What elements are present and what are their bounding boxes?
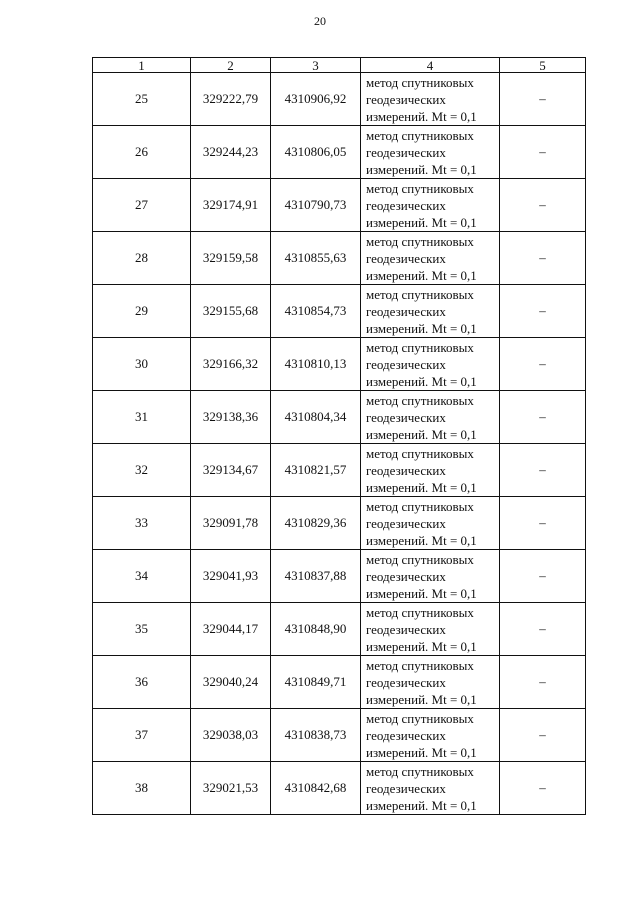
coordinate-y-cell: 4310810,13	[271, 338, 361, 391]
table-body	[93, 73, 586, 815]
method-cell	[361, 444, 500, 497]
method-line: измерений. Mt = 0,1	[366, 426, 477, 442]
table-row	[93, 338, 586, 391]
method-line: геодезических	[366, 780, 446, 796]
page-number: 20	[314, 14, 326, 28]
coordinate-x-cell: 329155,68	[191, 285, 271, 338]
header-col-1: 1	[93, 58, 191, 73]
method-line: измерений. Mt = 0,1	[366, 797, 477, 813]
note-cell: –	[500, 285, 586, 338]
note-cell: –	[500, 232, 586, 285]
method-line: измерений. Mt = 0,1	[366, 161, 477, 177]
method-line: измерений. Mt = 0,1	[366, 214, 477, 230]
method-line: геодезических	[366, 568, 446, 584]
note-cell: –	[500, 709, 586, 762]
coordinate-x-cell: 329134,67	[191, 444, 271, 497]
coordinate-x-cell: 329044,17	[191, 603, 271, 656]
point-number-cell: 31	[93, 391, 191, 444]
point-number-cell: 28	[93, 232, 191, 285]
header-col-4: 4	[361, 58, 500, 73]
method-line: геодезических	[366, 144, 446, 160]
coordinate-y-cell: 4310842,68	[271, 762, 361, 815]
coordinate-y-cell: 4310806,05	[271, 126, 361, 179]
method-line: геодезических	[366, 462, 446, 478]
method-line: измерений. Mt = 0,1	[366, 267, 477, 283]
method-cell	[361, 232, 500, 285]
note-cell: –	[500, 656, 586, 709]
coordinate-x-cell: 329244,23	[191, 126, 271, 179]
coordinate-x-cell: 329038,03	[191, 709, 271, 762]
coordinate-y-cell: 4310790,73	[271, 179, 361, 232]
method-line: метод спутниковых	[366, 233, 474, 249]
point-number-cell: 26	[93, 126, 191, 179]
method-line: метод спутниковых	[366, 551, 474, 567]
point-number-cell: 38	[93, 762, 191, 815]
point-number-cell: 32	[93, 444, 191, 497]
coordinate-x-cell: 329174,91	[191, 179, 271, 232]
header-col-2: 2	[191, 58, 271, 73]
note-cell: –	[500, 179, 586, 232]
coordinate-y-cell: 4310854,73	[271, 285, 361, 338]
table-row	[93, 550, 586, 603]
table-row	[93, 285, 586, 338]
method-line: метод спутниковых	[366, 445, 474, 461]
method-cell	[361, 762, 500, 815]
method-cell	[361, 179, 500, 232]
table-row	[93, 126, 586, 179]
table-row	[93, 497, 586, 550]
method-cell	[361, 391, 500, 444]
method-cell	[361, 285, 500, 338]
method-line: метод спутниковых	[366, 74, 474, 90]
coordinate-x-cell: 329138,36	[191, 391, 271, 444]
coordinate-y-cell: 4310804,34	[271, 391, 361, 444]
method-line: метод спутниковых	[366, 286, 474, 302]
method-line: геодезических	[366, 197, 446, 213]
point-number-cell: 33	[93, 497, 191, 550]
point-number-cell: 29	[93, 285, 191, 338]
table-row	[93, 73, 586, 126]
table-row	[93, 444, 586, 497]
method-line: метод спутниковых	[366, 339, 474, 355]
method-line: геодезических	[366, 409, 446, 425]
point-number-cell: 37	[93, 709, 191, 762]
note-cell: –	[500, 444, 586, 497]
method-line: геодезических	[366, 250, 446, 266]
method-line: геодезических	[366, 727, 446, 743]
coordinate-y-cell: 4310837,88	[271, 550, 361, 603]
note-cell: –	[500, 550, 586, 603]
point-number-cell: 34	[93, 550, 191, 603]
coordinate-y-cell: 4310838,73	[271, 709, 361, 762]
coordinate-y-cell: 4310906,92	[271, 73, 361, 126]
table-row	[93, 179, 586, 232]
coordinate-y-cell: 4310821,57	[271, 444, 361, 497]
note-cell: –	[500, 603, 586, 656]
point-number-cell: 30	[93, 338, 191, 391]
table-row	[93, 762, 586, 815]
header-col-3: 3	[271, 58, 361, 73]
coordinate-y-cell: 4310848,90	[271, 603, 361, 656]
table-row	[93, 603, 586, 656]
method-line: геодезических	[366, 356, 446, 372]
point-number-cell: 27	[93, 179, 191, 232]
coordinates-table	[92, 57, 586, 815]
note-cell: –	[500, 391, 586, 444]
method-line: метод спутниковых	[366, 657, 474, 673]
method-line: измерений. Mt = 0,1	[366, 479, 477, 495]
method-line: геодезических	[366, 303, 446, 319]
method-line: измерений. Mt = 0,1	[366, 532, 477, 548]
method-cell	[361, 126, 500, 179]
method-line: геодезических	[366, 515, 446, 531]
method-line: метод спутниковых	[366, 763, 474, 779]
method-cell	[361, 73, 500, 126]
table-row	[93, 232, 586, 285]
method-line: геодезических	[366, 91, 446, 107]
coordinate-y-cell: 4310829,36	[271, 497, 361, 550]
coordinate-x-cell: 329041,93	[191, 550, 271, 603]
note-cell: –	[500, 497, 586, 550]
method-cell	[361, 550, 500, 603]
method-line: метод спутниковых	[366, 498, 474, 514]
method-line: измерений. Mt = 0,1	[366, 744, 477, 760]
note-cell: –	[500, 126, 586, 179]
note-cell: –	[500, 73, 586, 126]
method-line: геодезических	[366, 621, 446, 637]
table-header-row	[93, 58, 586, 73]
method-cell	[361, 656, 500, 709]
method-line: измерений. Mt = 0,1	[366, 320, 477, 336]
coordinate-y-cell: 4310849,71	[271, 656, 361, 709]
method-line: измерений. Mt = 0,1	[366, 691, 477, 707]
method-line: измерений. Mt = 0,1	[366, 585, 477, 601]
method-cell	[361, 497, 500, 550]
table-row	[93, 391, 586, 444]
method-line: метод спутниковых	[366, 710, 474, 726]
method-cell	[361, 709, 500, 762]
header-col-5: 5	[500, 58, 586, 73]
method-cell	[361, 603, 500, 656]
point-number-cell: 35	[93, 603, 191, 656]
note-cell: –	[500, 338, 586, 391]
method-line: метод спутниковых	[366, 127, 474, 143]
method-line: геодезических	[366, 674, 446, 690]
method-line: метод спутниковых	[366, 180, 474, 196]
coordinate-x-cell: 329040,24	[191, 656, 271, 709]
method-line: измерений. Mt = 0,1	[366, 638, 477, 654]
coordinate-x-cell: 329222,79	[191, 73, 271, 126]
point-number-cell: 36	[93, 656, 191, 709]
method-line: измерений. Mt = 0,1	[366, 373, 477, 389]
coordinate-x-cell: 329166,32	[191, 338, 271, 391]
table-row	[93, 709, 586, 762]
point-number-cell: 25	[93, 73, 191, 126]
method-line: метод спутниковых	[366, 392, 474, 408]
coordinate-x-cell: 329021,53	[191, 762, 271, 815]
coordinate-x-cell: 329159,58	[191, 232, 271, 285]
method-line: измерений. Mt = 0,1	[366, 108, 477, 124]
table-row	[93, 656, 586, 709]
coordinate-x-cell: 329091,78	[191, 497, 271, 550]
method-line: метод спутниковых	[366, 604, 474, 620]
coordinate-y-cell: 4310855,63	[271, 232, 361, 285]
note-cell: –	[500, 762, 586, 815]
method-cell	[361, 338, 500, 391]
